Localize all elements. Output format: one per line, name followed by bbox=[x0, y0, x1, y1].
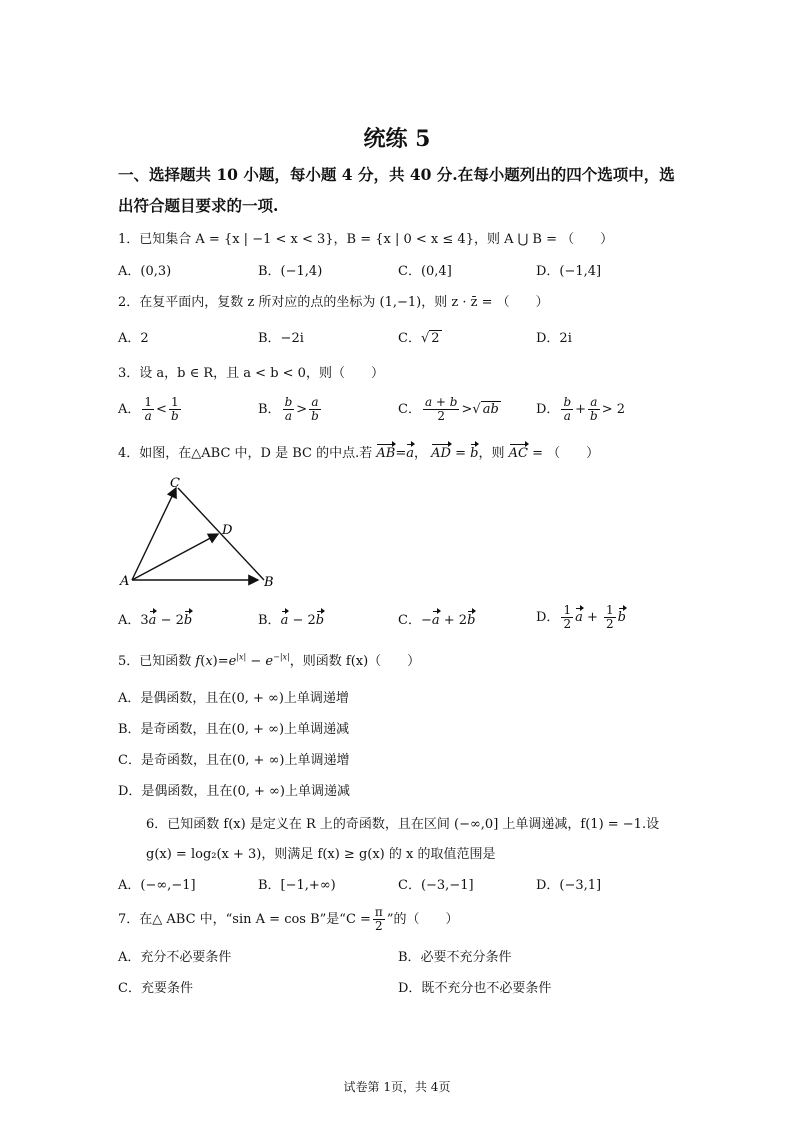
q4-option-b-label: B． bbox=[258, 613, 281, 628]
q3-option-c-label: C． bbox=[398, 402, 421, 417]
q4-option-c-label: C． bbox=[398, 613, 421, 628]
q3-option-b-label: B． bbox=[258, 402, 281, 417]
q5-stem-text-2: ，则函数 f(x)（ ） bbox=[289, 654, 421, 669]
q4-option-a: A．3a − 2b bbox=[118, 613, 193, 628]
q2-option-c bbox=[398, 327, 442, 346]
q5-option-b: B．是奇函数，且在(0, + ∞)上单调递减 bbox=[118, 722, 350, 737]
q3-option-d: D． $\frac{b}{a}$ + $\frac{a}{b}$ > 2 bbox=[536, 395, 626, 423]
vector-ad bbox=[132, 534, 218, 580]
q1-stem: 1．已知集合 A = {x | −1 < x < 3}，B = {x | 0 < x ≤ 4}，则 A ⋃ B = （ ） bbox=[118, 232, 614, 247]
triangle-figure bbox=[118, 474, 298, 594]
q4-option-d: D． $\frac{1}{2}$ a + $\frac{1}{2}$ b bbox=[536, 603, 626, 631]
q6-option-b: B．[−1,+∞) bbox=[258, 878, 336, 893]
q6-option-c: C．(−3,−1] bbox=[398, 878, 474, 893]
q3-option-a: A． $\frac{1}{a}$ < $\frac{1}{b}$ bbox=[118, 395, 179, 423]
q4-stem-text-2: ，则 bbox=[478, 446, 505, 461]
label-b: B bbox=[264, 575, 274, 590]
label-c: C bbox=[170, 476, 180, 491]
q3-option-c: C． $\frac{a + b}{2}$ >√ ab bbox=[398, 395, 499, 423]
q7-option-c: C．充要条件 bbox=[118, 981, 193, 996]
q7-stem: 7．在△ ABC 中，“sin A = cos B”是“C = $\frac{\pi}{2}$ ”的（ ） bbox=[118, 905, 459, 933]
q7-option-d: D．既不充分也不必要条件 bbox=[398, 981, 552, 996]
q5-option-c: C．是奇函数，且在(0, + ∞)上单调递增 bbox=[118, 753, 350, 768]
q6-option-a: A．(−∞,−1] bbox=[118, 878, 196, 893]
q7-option-a: A．充分不必要条件 bbox=[118, 950, 232, 965]
q7-option-b: B．必要不充分条件 bbox=[398, 950, 512, 965]
q4-stem: 4．如图，在△ABC 中，D 是 BC 的中点.若 AB=a， AD = b，则 AC = （ ） bbox=[118, 446, 600, 461]
vector-ac bbox=[132, 488, 176, 580]
q3-option-a-label: A． bbox=[118, 402, 141, 417]
label-a: A bbox=[120, 574, 130, 589]
q4-option-d-label: D． bbox=[536, 610, 560, 625]
q2-option-b: B．−2i bbox=[258, 331, 304, 346]
q4-option-c: C．−a + 2b bbox=[398, 613, 476, 628]
page-footer: 试卷第 1页，共 4页 bbox=[343, 1080, 451, 1094]
q4-stem-text: 4．如图，在△ABC 中，D 是 BC 的中点.若 bbox=[118, 446, 373, 461]
q5-stem-text: 5．已知函数 bbox=[118, 654, 192, 669]
q5-stem: 5．已知函数 $f(x)=e^{|x|} - e^{-|x|}$，则函数 f(x)（ ） bbox=[118, 652, 421, 669]
page-title: 统练 5 bbox=[363, 126, 431, 152]
q2-option-a: A．2 bbox=[118, 331, 149, 346]
segment-cb bbox=[178, 488, 264, 580]
q3-option-d-label: D． bbox=[536, 402, 560, 417]
label-d: D bbox=[222, 523, 233, 538]
q4-stem-text-3: = （ ） bbox=[532, 446, 600, 461]
q1-option-c: C．(0,4] bbox=[398, 264, 452, 279]
section-heading: 一、选择题共 10 小题，每小题 4 分，共 40 分.在每小题列出的四个选项中，选出符合题目要求的一项. bbox=[118, 165, 675, 215]
q1-option-a: A．(0,3) bbox=[118, 264, 172, 279]
q6-stem-line2: g(x) = log₂(x + 3)，则满足 f(x) ≥ g(x) 的 x 的取值范围是 bbox=[146, 847, 496, 862]
q2-option-d: D．2i bbox=[536, 331, 572, 346]
q5-option-d: D．是偶函数，且在(0, + ∞)上单调递减 bbox=[118, 784, 350, 799]
q7-stem-text-2: ”的（ ） bbox=[386, 912, 459, 927]
q4-option-a-label: A． bbox=[118, 613, 141, 628]
q3-option-b: B． $\frac{b}{a}$ > $\frac{a}{b}$ bbox=[258, 395, 319, 423]
q2-stem: 2．在复平面内，复数 z 所对应的点的坐标为 (1,−1)，则 z · z̄ = （ ） bbox=[118, 295, 549, 310]
q1-option-d: D．(−1,4] bbox=[536, 264, 602, 279]
q3-stem: 3．设 a，b ∈ R，且 a < b < 0，则（ ） bbox=[118, 366, 384, 381]
q5-option-a: A．是偶函数，且在(0, + ∞)上单调递增 bbox=[118, 691, 349, 706]
q7-stem-text: 7．在△ ABC 中，“sin A = cos B”是“C = bbox=[118, 912, 371, 927]
q2-option-c-label: C． bbox=[398, 331, 421, 346]
q6-stem-line1: 6．已知函数 f(x) 是定义在 R 上的奇函数，且在区间 (−∞,0] 上单调递减，f(1) = −1.设 bbox=[146, 817, 660, 832]
q2-option-c-value: 2 bbox=[431, 331, 440, 346]
sqrt-symbol: √ 2 bbox=[420, 331, 440, 346]
q4-option-b: B．a − 2b bbox=[258, 613, 325, 628]
q6-option-d: D．(−3,1] bbox=[536, 878, 602, 893]
q1-option-b: B．(−1,4) bbox=[258, 264, 323, 279]
